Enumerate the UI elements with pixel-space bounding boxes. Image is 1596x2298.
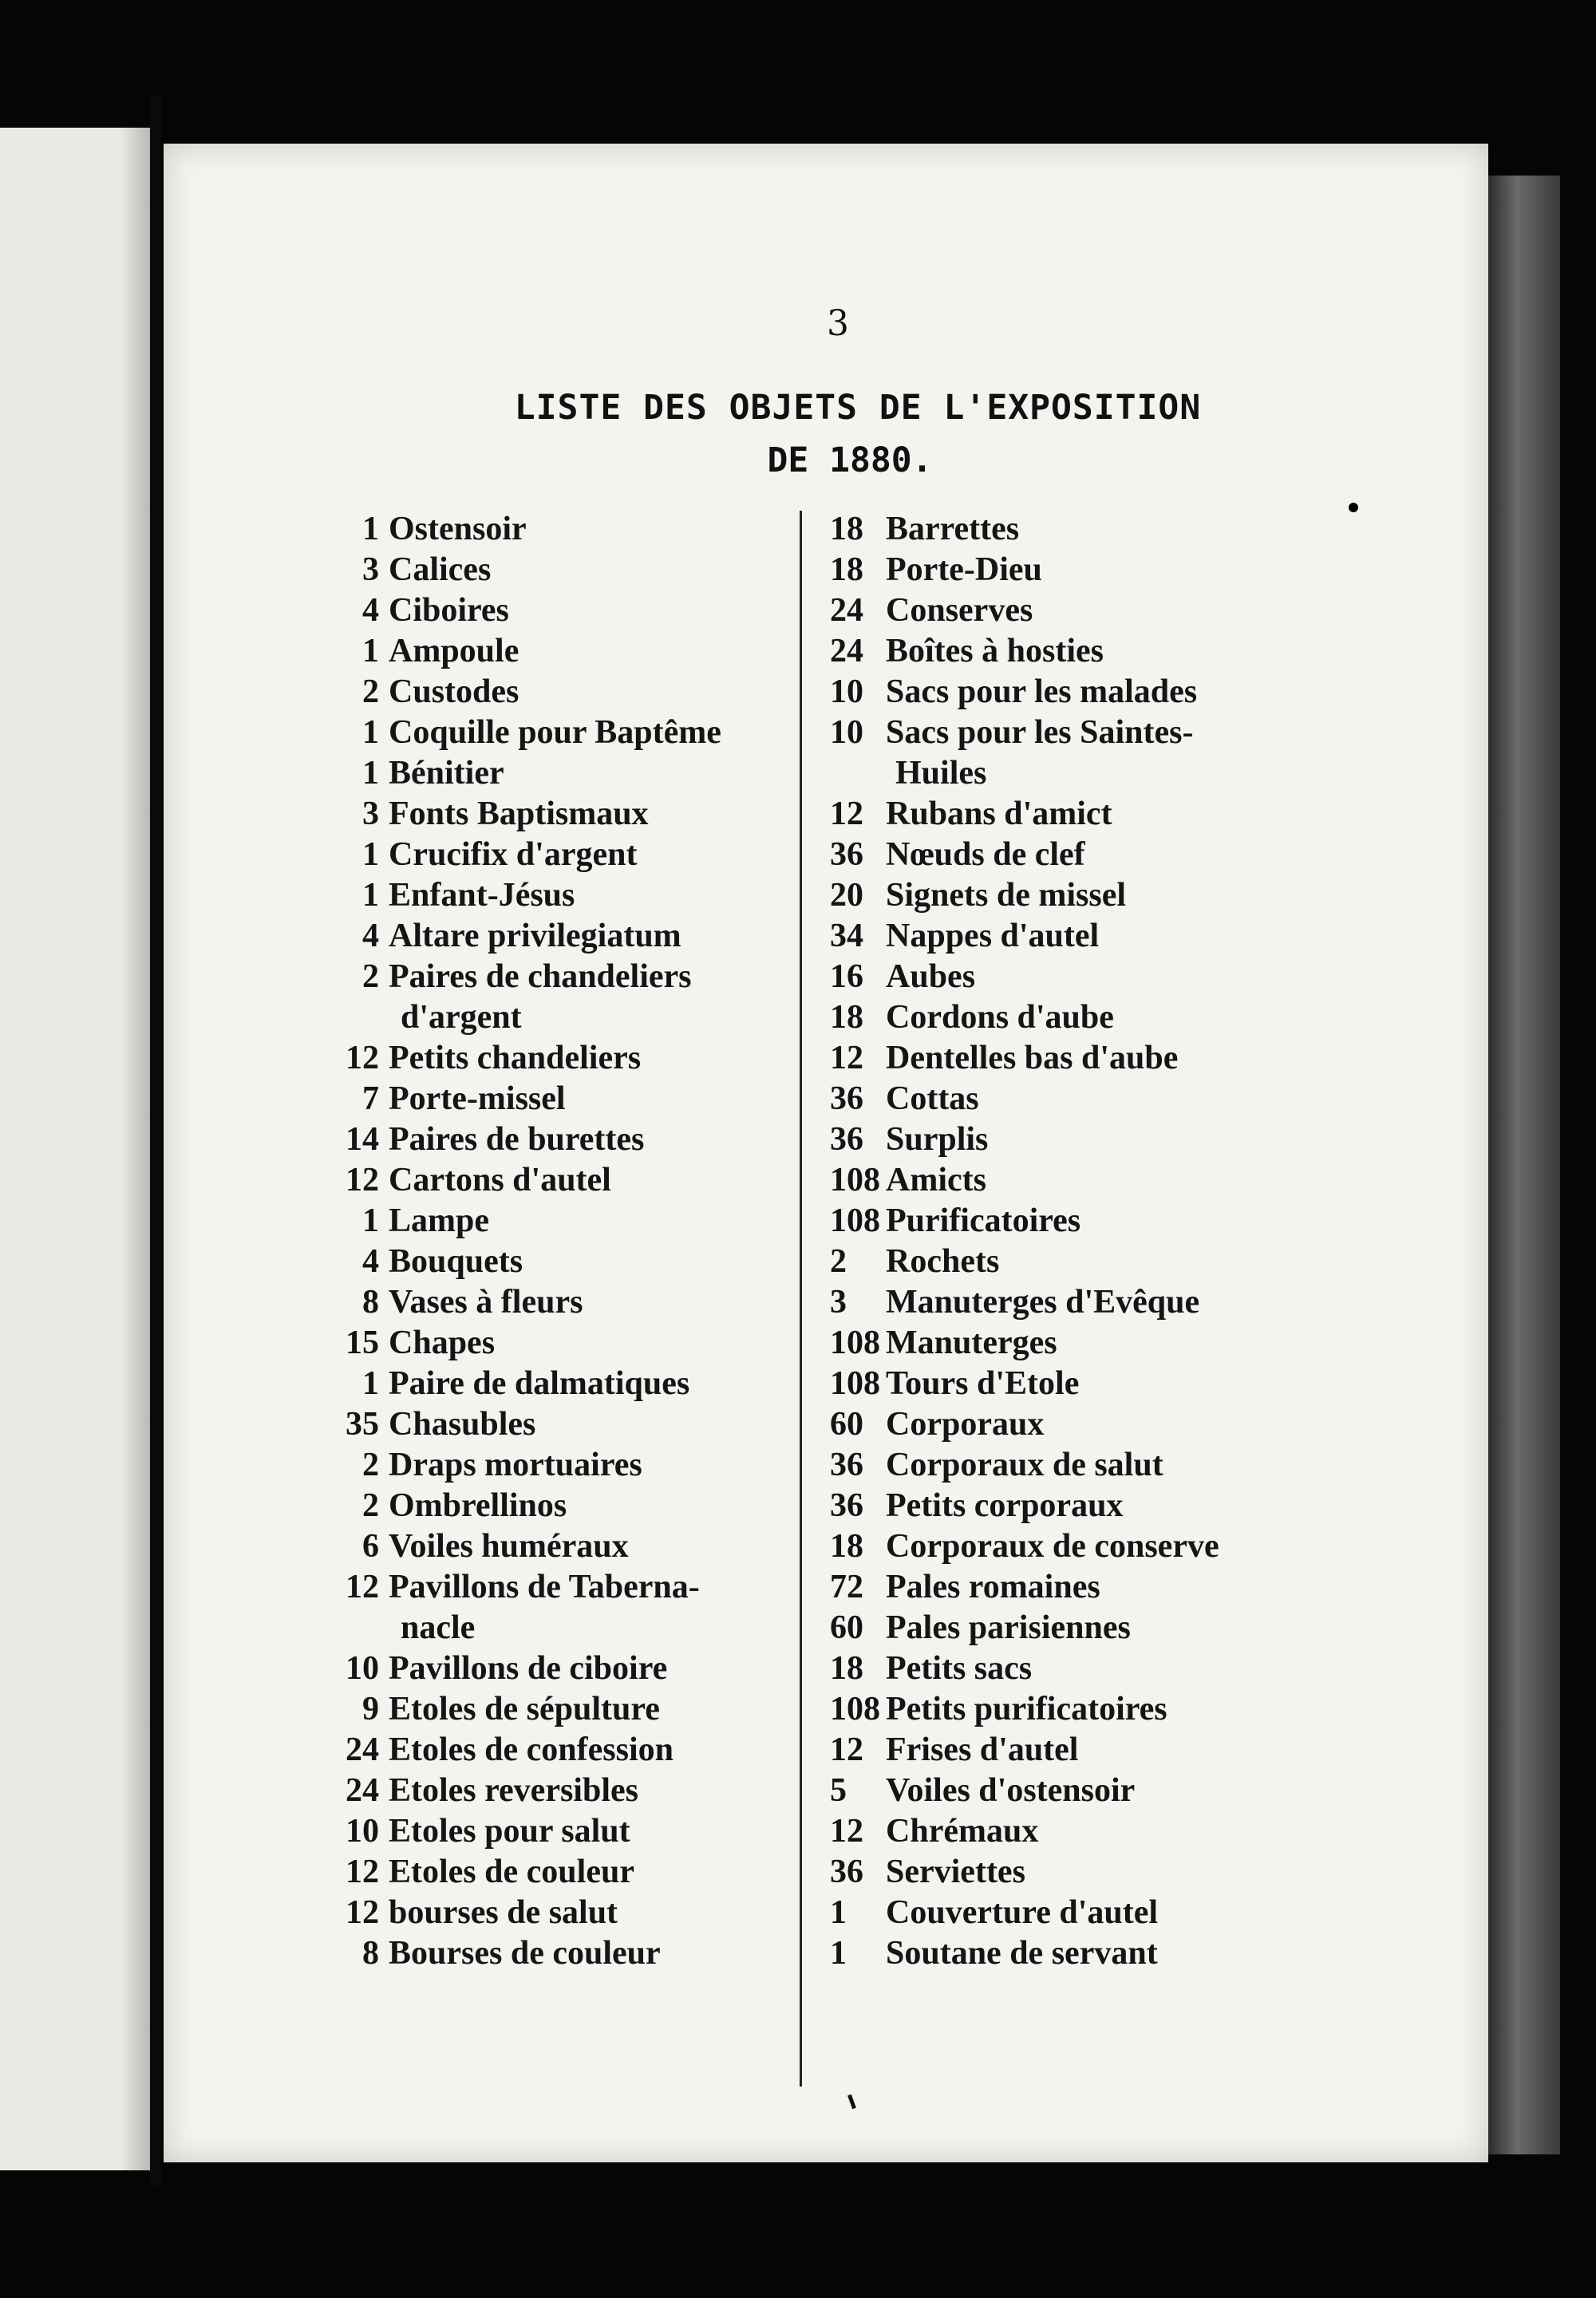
item-quantity: 18	[830, 551, 863, 588]
item-name: Chapes	[389, 1325, 496, 1361]
list-item	[830, 794, 1484, 835]
item-quantity: 12	[830, 1040, 863, 1076]
item-name: Ostensoir	[389, 511, 527, 547]
list-item	[830, 1119, 1484, 1160]
book-page	[164, 144, 1488, 2162]
list-item	[830, 957, 1484, 997]
item-name: Sacs pour les Saintes-	[886, 714, 1194, 751]
item-name: Petits corporaux	[886, 1487, 1124, 1524]
list-item	[830, 1404, 1484, 1445]
item-quantity: 12	[830, 1731, 863, 1768]
item-name: Manuterges	[886, 1325, 1057, 1361]
item-name: Dentelles bas d'aube	[886, 1040, 1179, 1076]
item-quantity: 1	[362, 714, 379, 751]
item-quantity: 12	[346, 1040, 379, 1076]
list-item	[830, 1771, 1484, 1811]
item-name: Enfant-Jésus	[389, 877, 575, 914]
item-name: Purificatoires	[886, 1202, 1081, 1239]
item-quantity: 3	[362, 796, 379, 832]
item-quantity: 10	[346, 1650, 379, 1687]
item-quantity: 8	[362, 1284, 379, 1321]
item-quantity: 4	[362, 1243, 379, 1280]
item-quantity: 4	[362, 918, 379, 954]
item-quantity: 2	[362, 673, 379, 710]
item-name: Porte-missel	[389, 1080, 566, 1117]
page-title-year: DE 1880.	[767, 440, 933, 480]
right-column-list	[830, 509, 1484, 1974]
item-quantity: 35	[346, 1406, 379, 1443]
item-name: Couverture d'autel	[886, 1894, 1159, 1931]
item-name: Tours d'Etole	[886, 1365, 1080, 1402]
item-name: Calices	[389, 551, 492, 588]
item-quantity: 1	[830, 1894, 847, 1931]
item-name: Conserves	[886, 592, 1033, 629]
book-spine	[150, 96, 161, 2186]
item-quantity: 7	[362, 1080, 379, 1117]
ink-dot	[1349, 503, 1358, 512]
item-name: Nappes d'autel	[886, 918, 1100, 954]
list-item	[830, 1811, 1484, 1852]
item-quantity: 10	[830, 673, 863, 710]
list-item	[830, 1689, 1484, 1730]
book-cover-edge	[1488, 176, 1560, 2154]
item-quantity: 3	[362, 551, 379, 588]
item-quantity: 34	[830, 918, 863, 954]
list-item	[830, 1201, 1484, 1242]
item-quantity: 36	[830, 1080, 863, 1117]
list-item	[830, 1893, 1484, 1933]
item-quantity: 12	[346, 1162, 379, 1198]
item-quantity: 1	[362, 836, 379, 873]
item-name: Rochets	[886, 1243, 1000, 1280]
item-quantity: 36	[830, 1121, 863, 1158]
item-name: Vases à fleurs	[389, 1284, 583, 1321]
list-item	[830, 997, 1484, 1038]
list-item	[830, 753, 1484, 794]
item-name: Etoles pour salut	[389, 1813, 630, 1850]
item-quantity: 18	[830, 511, 863, 547]
list-item	[830, 1730, 1484, 1771]
item-name: Chrémaux	[886, 1813, 1039, 1850]
item-name: Porte-Dieu	[886, 551, 1042, 588]
item-name: Draps mortuaires	[389, 1447, 642, 1483]
item-quantity: 24	[346, 1772, 379, 1809]
item-name: Surplis	[886, 1121, 989, 1158]
list-item	[830, 1160, 1484, 1201]
item-quantity: 24	[830, 592, 863, 629]
item-name: Petits chandeliers	[389, 1040, 642, 1076]
item-quantity: 18	[830, 1528, 863, 1565]
item-name: Soutane de servant	[886, 1935, 1158, 1972]
list-item	[830, 1608, 1484, 1648]
item-name: nacle	[401, 1609, 476, 1646]
item-name: Amicts	[886, 1162, 986, 1198]
item-quantity: 6	[362, 1528, 379, 1565]
item-quantity: 16	[830, 958, 863, 995]
item-quantity: 14	[346, 1121, 379, 1158]
item-name: Paire de dalmatiques	[389, 1365, 690, 1402]
item-name: Cartons d'autel	[389, 1162, 611, 1198]
item-name: Voiles d'ostensoir	[886, 1772, 1136, 1809]
item-quantity: 36	[830, 1487, 863, 1524]
item-quantity: 1	[362, 755, 379, 792]
list-item	[830, 1038, 1484, 1079]
item-name: Manuterges d'Evêque	[886, 1284, 1200, 1321]
list-item	[830, 631, 1484, 672]
item-quantity: 1	[362, 1365, 379, 1402]
item-name: Corporaux	[886, 1406, 1045, 1443]
item-name: Bouquets	[389, 1243, 523, 1280]
item-name: Lampe	[389, 1202, 489, 1239]
list-item	[830, 1323, 1484, 1364]
item-name: Corporaux de salut	[886, 1447, 1163, 1483]
item-quantity: 36	[830, 1447, 863, 1483]
item-quantity: 36	[830, 836, 863, 873]
item-quantity: 1	[830, 1935, 847, 1972]
list-item	[830, 1364, 1484, 1404]
list-item	[830, 672, 1484, 713]
list-item	[830, 1282, 1484, 1323]
list-item	[830, 1648, 1484, 1689]
item-quantity: 36	[830, 1854, 863, 1890]
item-quantity: 1	[362, 1202, 379, 1239]
item-quantity: 10	[830, 714, 863, 751]
item-quantity: 108	[830, 1365, 880, 1402]
item-quantity: 1	[362, 877, 379, 914]
item-name: Bourses de couleur	[389, 1935, 661, 1972]
item-quantity: 1	[362, 633, 379, 669]
list-item	[830, 590, 1484, 631]
list-item	[830, 835, 1484, 875]
item-name: Sacs pour les malades	[886, 673, 1198, 710]
item-name: Custodes	[389, 673, 519, 710]
item-name: Etoles de sépulture	[389, 1691, 660, 1727]
item-quantity: 12	[346, 1894, 379, 1931]
item-name: Serviettes	[886, 1854, 1025, 1890]
item-quantity: 20	[830, 877, 863, 914]
item-quantity: 12	[346, 1854, 379, 1890]
item-name: Corporaux de conserve	[886, 1528, 1219, 1565]
item-name: Boîtes à hosties	[886, 633, 1104, 669]
item-name: Coquille pour Baptême	[389, 714, 721, 751]
item-quantity: 12	[346, 1569, 379, 1605]
list-item	[830, 713, 1484, 753]
list-item	[830, 1933, 1484, 1974]
item-quantity: 108	[830, 1162, 880, 1198]
item-name: Bénitier	[389, 755, 504, 792]
item-name: Huiles	[895, 755, 987, 792]
page-title: LISTE DES OBJETS DE L'EXPOSITION	[514, 388, 1202, 428]
item-name: Altare privilegiatum	[389, 918, 681, 954]
item-name: Etoles de confession	[389, 1731, 674, 1768]
item-quantity: 18	[830, 1650, 863, 1687]
item-name: Chasubles	[389, 1406, 536, 1443]
item-quantity: 15	[346, 1325, 379, 1361]
item-name: Voiles huméraux	[389, 1528, 629, 1565]
item-name: Ampoule	[389, 633, 519, 669]
item-name: bourses de salut	[389, 1894, 618, 1931]
column-divider	[800, 511, 802, 2087]
item-name: Paires de chandeliers	[389, 958, 692, 995]
item-name: Etoles de couleur	[389, 1854, 634, 1890]
item-quantity: 3	[830, 1284, 847, 1321]
item-name: Crucifix d'argent	[389, 836, 638, 873]
item-name: Frises d'autel	[886, 1731, 1079, 1768]
item-quantity: 5	[830, 1772, 847, 1809]
list-item	[830, 1526, 1484, 1567]
item-quantity: 2	[362, 1447, 379, 1483]
item-name: Pales parisiennes	[886, 1609, 1131, 1646]
item-name: Fonts Baptismaux	[389, 796, 649, 832]
item-quantity: 1	[362, 511, 379, 547]
list-item	[830, 550, 1484, 590]
item-quantity: 9	[362, 1691, 379, 1727]
item-name: d'argent	[401, 999, 522, 1036]
item-quantity: 12	[830, 796, 863, 832]
item-name: Petits sacs	[886, 1650, 1033, 1687]
item-name: Cordons d'aube	[886, 999, 1114, 1036]
item-quantity: 2	[362, 1487, 379, 1524]
item-quantity: 8	[362, 1935, 379, 1972]
item-name: Cottas	[886, 1080, 979, 1117]
item-quantity: 2	[830, 1243, 847, 1280]
list-item	[830, 1567, 1484, 1608]
item-quantity: 4	[362, 592, 379, 629]
list-item	[830, 1079, 1484, 1119]
list-item	[830, 1242, 1484, 1282]
list-item	[830, 875, 1484, 916]
item-quantity: 108	[830, 1691, 880, 1727]
list-item	[830, 1486, 1484, 1526]
page-number: 3	[827, 303, 849, 344]
list-item	[830, 1445, 1484, 1486]
item-quantity: 72	[830, 1569, 863, 1605]
item-name: Paires de burettes	[389, 1121, 645, 1158]
item-quantity: 24	[346, 1731, 379, 1768]
item-name: Pavillons de Taberna-	[389, 1569, 700, 1605]
item-name: Pales romaines	[886, 1569, 1100, 1605]
item-quantity: 24	[830, 633, 863, 669]
item-name: Rubans d'amict	[886, 796, 1112, 832]
item-quantity: 2	[362, 958, 379, 995]
item-quantity: 108	[830, 1202, 880, 1239]
item-name: Pavillons de ciboire	[389, 1650, 668, 1687]
item-name: Petits purificatoires	[886, 1691, 1167, 1727]
item-name: Barrettes	[886, 511, 1020, 547]
item-quantity: 60	[830, 1406, 863, 1443]
item-quantity: 60	[830, 1609, 863, 1646]
item-name: Etoles reversibles	[389, 1772, 638, 1809]
item-quantity: 108	[830, 1325, 880, 1361]
item-name: Signets de missel	[886, 877, 1127, 914]
list-item	[830, 916, 1484, 957]
item-name: Aubes	[886, 958, 976, 995]
item-name: Ombrellinos	[389, 1487, 567, 1524]
list-item	[830, 509, 1484, 550]
item-name: Nœuds de clef	[886, 836, 1085, 873]
item-name: Ciboires	[389, 592, 509, 629]
item-quantity: 10	[346, 1813, 379, 1850]
item-quantity: 18	[830, 999, 863, 1036]
list-item	[830, 1852, 1484, 1893]
item-quantity: 12	[830, 1813, 863, 1850]
